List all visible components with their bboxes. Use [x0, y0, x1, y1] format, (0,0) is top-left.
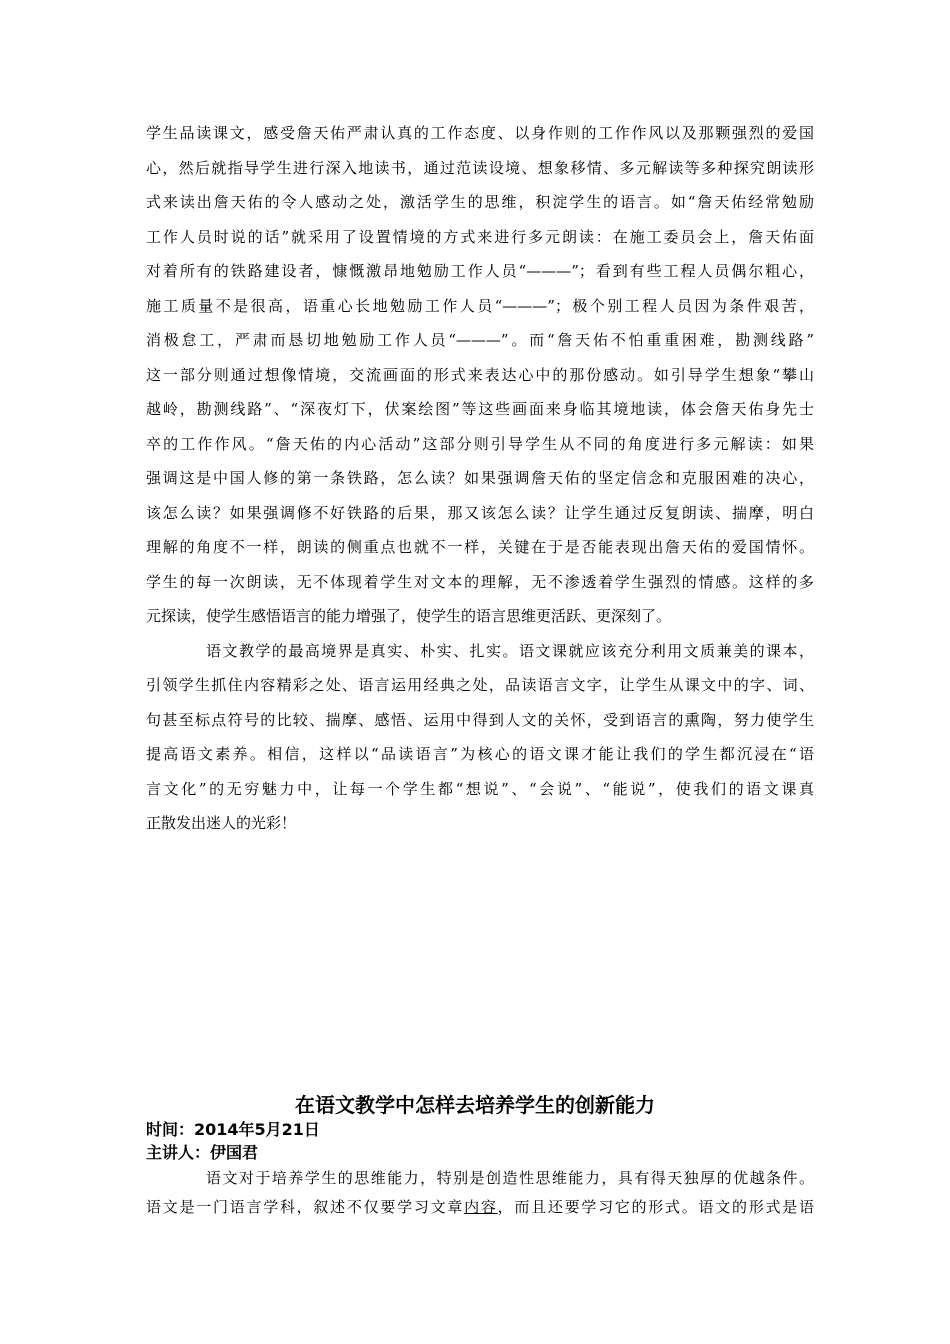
article-intro [146, 1164, 814, 1222]
body-line: 这一部分则通过想像情境，交流画面的形式来表达心中的那份感动。如引导学生想象“攀山 [146, 365, 814, 384]
intro-text-before: 语文是一门语言学科，叙述不仅要学习文章 [146, 1198, 465, 1216]
body-line: 工作人员时说的话”就采用了设置情境的方式来进行多元朗读：在施工委员会上，詹天佑面 [146, 227, 814, 246]
article-time: 时间：2014年5月21日 [146, 1120, 320, 1139]
intro-line [146, 1193, 814, 1222]
body-line: 越岭，勘测线路”、“深夜灯下，伏案绘图”等这些画面来身临其境地读，体会詹天佑身先士 [146, 400, 814, 418]
content-link[interactable]: 内容 [464, 1198, 498, 1216]
body-line: 式来读出詹天佑的令人感动之处，激活学生的思维，积淀学生的语言。如“詹天佑经常勉励 [146, 193, 814, 211]
article-speaker: 主讲人：伊国君 [146, 1143, 259, 1162]
body-text [146, 116, 814, 841]
body-line: 言文化”的无穷魅力中，让每一个学生都“想说”、“会说”、“能说”，使我们的语文课真 [146, 779, 814, 798]
body-line: 提高语文素养。相信，这样以“品读语言”为核心的语文课才能让我们的学生都沉浸在“语 [146, 745, 814, 763]
paragraph-first-line: 语文教学的最高境界是真实、朴实、扎实。语文课就应该充分利用文质兼美的课本， [206, 641, 814, 660]
body-line: 对着所有的铁路建设者，慷慨激昂地勉励工作人员“———”；看到有些工程人员偶尔粗心， [146, 262, 814, 280]
body-line: 学生品读课文，感受詹天佑严肃认真的工作态度、以身作则的工作作风以及那颗强烈的爱国 [146, 124, 814, 142]
body-line: 消极怠工，严肃而恳切地勉励工作人员“———”。而“詹天佑不怕重重困难，勘测线路” [146, 331, 814, 349]
body-line: 该怎么读？如果强调修不好铁路的后果，那又该怎么读？让学生通过反复朗读、揣摩，明白 [146, 503, 814, 522]
body-line: 施工质量不是很高，语重心长地勉励工作人员“———”；极个别工程人员因为条件艰苦， [146, 296, 814, 315]
article-title: 在语文教学中怎样去培养学生的创新能力 [295, 1093, 655, 1117]
body-line: 卒的工作作风。“詹天佑的内心活动”这部分则引导学生从不同的角度进行多元解读：如果 [146, 434, 814, 453]
body-line: 理解的角度不一样，朗读的侧重点也就不一样，关键在于是否能表现出詹天佑的爱国情怀。 [146, 538, 814, 556]
body-line: 心，然后就指导学生进行深入地读书，通过范读设境、想象移情、多元解读等多种探究朗读形 [146, 158, 814, 177]
body-line: 句甚至标点符号的比较、揣摩、感悟、运用中得到人文的关怀，受到语言的熏陶，努力使学生 [146, 710, 814, 729]
body-line: 强调这是中国人修的第一条铁路，怎么读？如果强调詹天佑的坚定信念和克服困难的决心， [146, 469, 814, 487]
body-line: 引领学生抓住内容精彩之处、语言运用经典之处，品读语言文字，让学生从课文中的字、词、 [146, 676, 814, 694]
body-line: 学生的每一次朗读，无不体现着学生对文本的理解，无不渗透着学生强烈的情感。这样的多 [146, 572, 814, 591]
body-line: 元探读，使学生感悟语言的能力增强了，使学生的语言思维更活跃、更深刻了。 [146, 607, 672, 625]
body-line: 正散发出迷人的光彩！ [146, 814, 297, 832]
intro-line: 语文对于培养学生的思维能力，特别是创造性思维能力，具有得天独厚的优越条件。 [206, 1169, 814, 1187]
intro-text-after: ，而且还要学习它的形式。语文的形式是语 [497, 1198, 814, 1216]
